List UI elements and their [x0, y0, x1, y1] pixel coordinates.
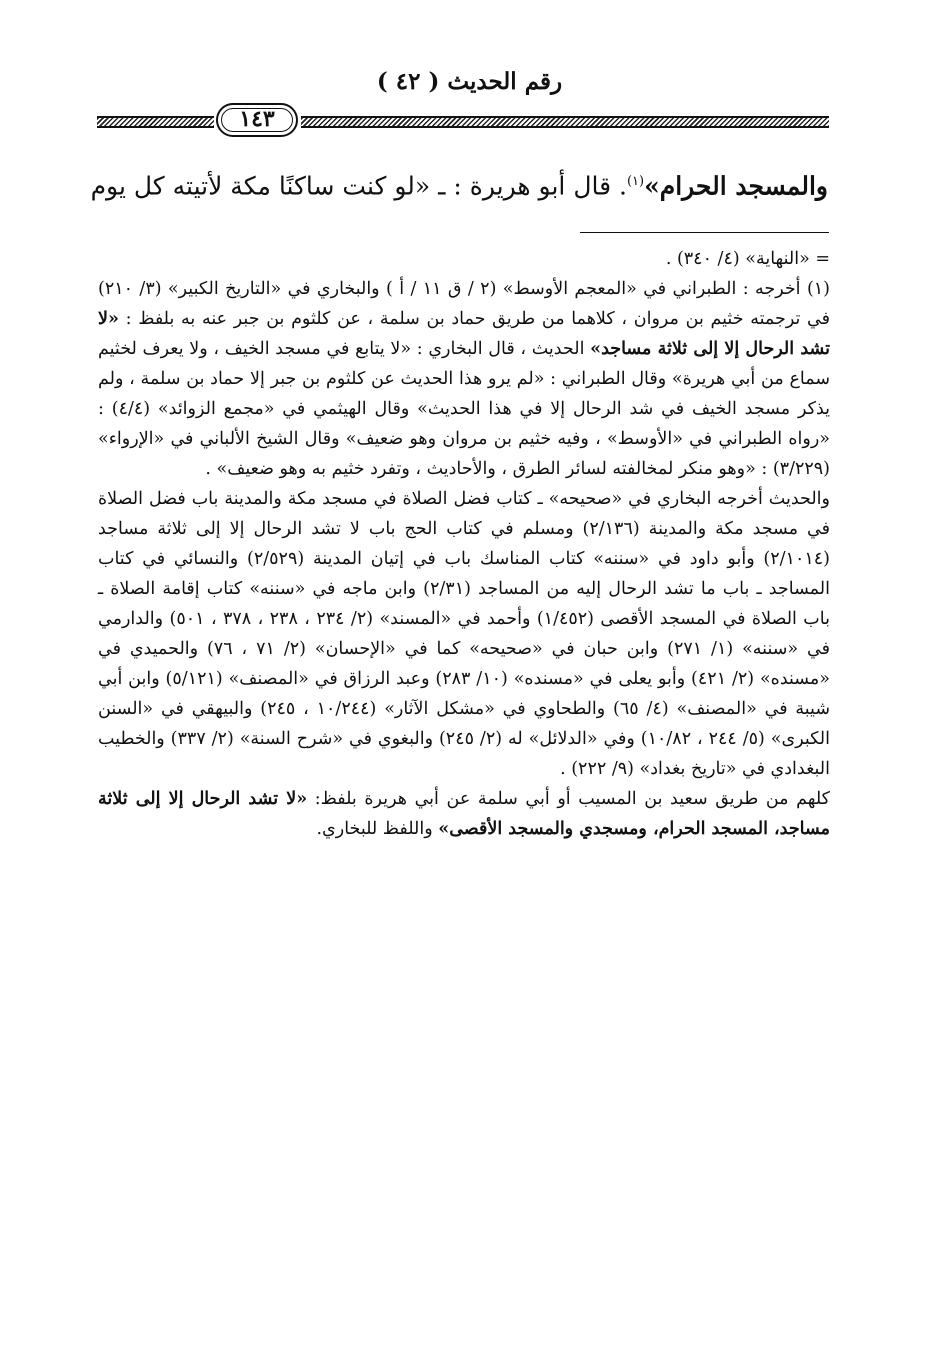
footnote-1-paragraph-3 [98, 784, 830, 844]
footnote-reference: (١) [626, 174, 645, 189]
footnote-1-p3-text-a: كلهم من طريق سعيد بن المسيب أو أبي سلمة عن أبي هريرة بلفظ: [314, 789, 830, 809]
footnote-1-p3-hadith-text: «لا تشد الرحال إلا إلى ثلاثة مساجد، المسجد الحرام، ومسجدي والمسجد الأقصى» [98, 789, 830, 839]
header-rule-left [97, 116, 214, 128]
footnotes-block [98, 244, 830, 844]
footnote-carry-over: = «النهاية» (٤/ ٣٤٠) . [665, 249, 830, 269]
footnote-1-hadith-text: «لا تشد الرحال إلا إلى ثلاثة مساجد» [98, 309, 830, 359]
footnote-separator [580, 232, 829, 233]
main-text-rest: . قال أبو هريرة : ـ «لو كنت ساكنًا مكة لأتيته كل يوم [90, 171, 627, 201]
footnote-1-text-a: أخرجه : الطبراني في «المعجم الأوسط» (٢ / ق ١١ / أ ) والبخاري في «التاريخ الكبير» (٣/ ٢١٠) في ترجمته خثيم بن مروان ، كلاهما من طريق حماد بن سلمة ، عن كلثوم بن جبر عنه به بلفظ : [98, 279, 830, 329]
footnote-1-text-b: الحديث ، قال البخاري : «لا يتابع في مسجد الخيف ، ولا يعرف لخثيم سماع من أبي هريرة» وقال الطبراني : «لم يرو هذا الحديث عن كلثوم بن جبر إلا حماد بن سلمة ، ولم يذكر مسجد الخيف في شد الرحال إلا في هذا الحديث» وقال الهيثمي في «مجمع الزوائد» (٤/٤) : «رواه الطبراني في «الأوسط» ، وفيه خثيم بن مروان وهو ضعيف» وقال الشيخ الألباني في «الإرواء» (٣/٢٢٩) : «وهو منكر لمخالفته لسائر الطرق ، والأحاديث ، وتفرد خثيم به وهو ضعيف» . [98, 339, 830, 479]
footnote-1-marker: (١) [806, 279, 830, 299]
footnote-1-paragraph-2: والحديث أخرجه البخاري في «صحيحه» ـ كتاب فضل الصلاة في مسجد مكة والمدينة باب فضل الصلاة في مسجد مكة والمدينة (٢/١٣٦) ومسلم في كتاب الحج باب لا تشد الرحال إلا إلى ثلاثة مساجد (٢/١٠١٤) وأبو داود في «سننه» كتاب المناسك باب في إتيان المدينة (٢/٥٢٩) والنسائي في كتاب المساجد ـ باب ما تشد الرحال إليه من المساجد (٢/٣١) وابن ماجه في «سننه» كتاب إقامة الصلاة ـ باب الصلاة في المسجد الأقصى (١/٤٥٢) وأحمد في «المسند» (٢/ ٢٣٤ ، ٢٣٨ ، ٣٧٨ ، ٥٠١) والدارمي في «سننه» (١/ ٢٧١) وابن حبان في «صحيحه» كما في «الإحسان» (٢/ ٧١ ، ٧٦) والحميدي في «مسنده» (٢/ ٤٢١) وأبو يعلى في «مسنده» (١٠/ ٢٨٣) وعبد الرزاق في «المصنف» (٥/١٢١) وابن أبي شيبة في «المصنف» (٤/ ٦٥) والطحاوي في «مشكل الآثار» (١٠/٢٤٤ ، ٢٤٥) والبيهقي في «السنن الكبرى» (٥/ ٢٤٤ ، ١٠/٨٢) وفي «الدلائل» له (٢/ ٢٤٥) والبغوي في «شرح السنة» (٢/ ٣٣٧) والخطيب البغدادي في «تاريخ بغداد» (٩/ ٢٢٢) . [98, 489, 830, 779]
footnote-1-p3-text-b: واللفظ للبخاري. [316, 819, 433, 839]
main-text-bold: والمسجد الحرام» [644, 171, 828, 201]
running-title: رقم الحديث ( ٤٢ ) [376, 68, 563, 95]
main-text-line [90, 160, 828, 208]
footnote-1-paragraph-1 [98, 274, 830, 484]
header-rule-right [301, 116, 829, 128]
page-number-badge: ١٤٣ [216, 103, 298, 137]
